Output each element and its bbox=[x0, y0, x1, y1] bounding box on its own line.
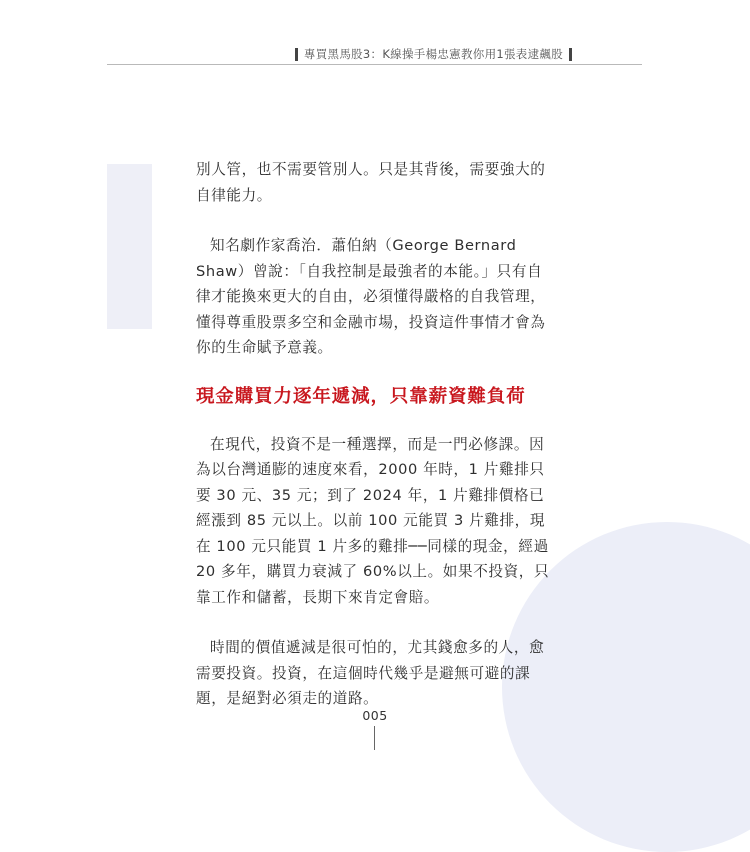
body-text bbox=[196, 157, 556, 712]
header-right-bar bbox=[569, 48, 572, 61]
header-left-bar bbox=[295, 48, 298, 61]
page-number-line bbox=[374, 726, 375, 750]
page-number: 005 bbox=[362, 708, 388, 723]
decorative-side-band bbox=[107, 164, 152, 329]
paragraph-2: 知名劇作家喬治．蕭伯納（George Bernard Shaw）曾說：「自我控制是最強者的本能。」只有自律才能換來更大的自由，必須懂得嚴格的自我管理，懂得尊重股票多空和金融市場，投資這件事情才會為你的生命賦予意義。 bbox=[196, 237, 546, 356]
paragraph-4: 時間的價值遞減是很可怕的，尤其錢愈多的人，愈需要投資。投資，在這個時代幾乎是避無可避的課題，是絕對必須走的道路。 bbox=[196, 639, 545, 707]
paragraph-1: 別人管，也不需要管別人。只是其背後，需要強大的自律能力。 bbox=[196, 161, 546, 204]
paragraph-3: 在現代，投資不是一種選擇，而是一門必修課。因為以台灣通膨的速度來看，2000 年時，1 片雞排只要 30 元、35 元；到了 2024 年，1 片雞排價格已經漲到 85 元以上。以前 100 元能買 3 片雞排，現在 100 元只能買 1 片多的雞排──同樣的現金，經過 20 多年，購買力衰減了 60%以上。如果不投資，只靠工作和儲蓄，長期下來肯定會賠。 bbox=[196, 435, 550, 606]
section-heading: 現金購買力逐年遞減，只靠薪資難負荷 bbox=[196, 385, 526, 407]
header-rule bbox=[107, 64, 642, 65]
running-header-title: 專買黑馬股3：K線操手楊忠憲教你用1張表逮飆股 bbox=[303, 47, 563, 61]
running-header bbox=[295, 46, 572, 62]
